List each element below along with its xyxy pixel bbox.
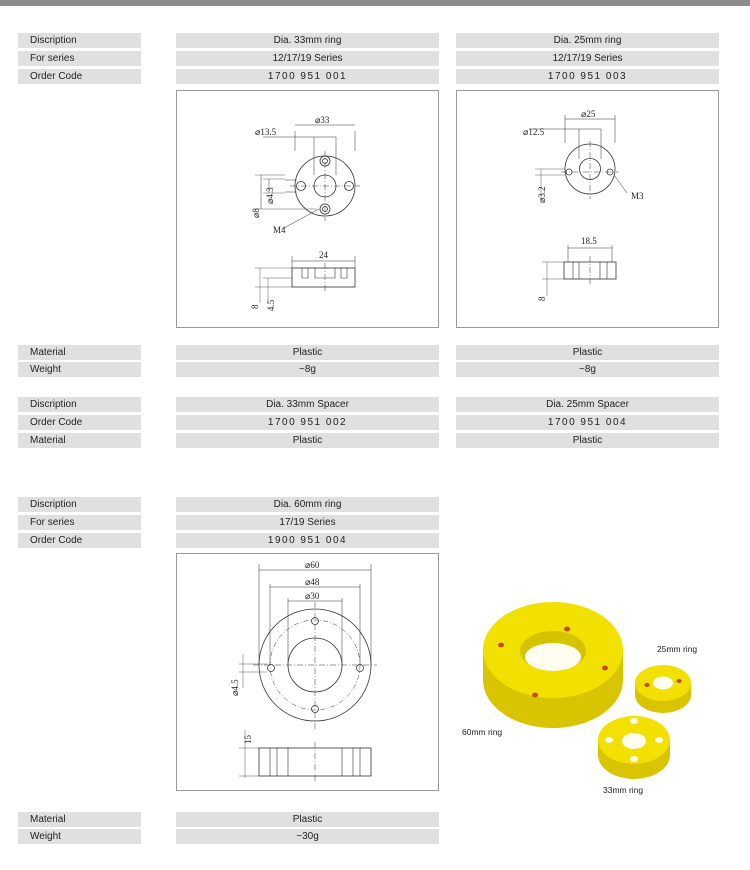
dim-hole-dia: ⌀12.5 <box>523 127 545 137</box>
dim-outer-dia: ⌀25 <box>581 109 596 119</box>
dim-pitch: ⌀8 <box>251 208 261 218</box>
value-material-25mm: Plastic <box>456 345 719 360</box>
value-description-60mm: Dia. 60mm ring <box>176 497 439 512</box>
dim-hole-dia: ⌀30 <box>305 591 320 601</box>
dim-thick-total: 8 <box>537 296 547 301</box>
value-series-33mm: 12/17/19 Series <box>176 51 439 66</box>
value-description-25mm: Dia. 25mm ring <box>456 33 719 48</box>
dim-thickness: 15 <box>243 735 253 744</box>
caption-33mm-ring: 33mm ring <box>603 785 644 795</box>
ring-33mm-image <box>598 716 670 779</box>
value-weight-25mm: ~8g <box>456 362 719 377</box>
label-description: Discription <box>18 33 141 48</box>
value-description-33mm-spacer: Dia. 33mm Spacer <box>176 397 439 412</box>
value-material-60mm: Plastic <box>176 812 439 827</box>
product-photo <box>455 555 720 805</box>
label-description: Discription <box>18 497 141 512</box>
label-description: Discription <box>18 397 141 412</box>
dim-inner: ⌀4.3 <box>265 187 275 204</box>
dim-outer-dia: ⌀60 <box>305 560 320 570</box>
label-order-code: Order Code <box>18 533 141 548</box>
drawing-60mm-ring <box>176 553 439 791</box>
label-material: Material <box>18 812 141 827</box>
ring-60mm-image <box>483 602 623 728</box>
value-order-code-60mm: 1900 951 004 <box>176 533 439 548</box>
value-order-code-33mm-spacer: 1700 951 002 <box>176 415 439 430</box>
dim-thread-m4: M4 <box>273 225 286 235</box>
value-series-60mm: 17/19 Series <box>176 515 439 530</box>
label-order-code: Order Code <box>18 69 141 84</box>
label-order-code: Order Code <box>18 415 141 430</box>
top-bar <box>0 0 750 6</box>
value-series-25mm: 12/17/19 Series <box>456 51 719 66</box>
dim-thick-step: 4.5 <box>266 299 276 311</box>
dim-thick-total: 8 <box>250 304 260 309</box>
value-material-33mm-spacer: Plastic <box>176 433 439 448</box>
value-material-25mm-spacer: Plastic <box>456 433 719 448</box>
dim-hole-dia: ⌀13.5 <box>255 127 277 137</box>
dim-width: 24 <box>319 250 328 260</box>
value-material-33mm: Plastic <box>176 345 439 360</box>
value-order-code-25mm-spacer: 1700 951 004 <box>456 415 719 430</box>
caption-60mm-ring: 60mm ring <box>462 727 503 737</box>
value-order-code-25mm: 1700 951 003 <box>456 69 719 84</box>
label-material: Material <box>18 433 141 448</box>
value-weight-33mm: ~8g <box>176 362 439 377</box>
label-weight: Weight <box>18 829 141 844</box>
value-description-25mm-spacer: Dia. 25mm Spacer <box>456 397 719 412</box>
drawing-25mm-ring <box>456 90 719 328</box>
dim-small-hole: ⌀4.5 <box>230 679 240 696</box>
value-weight-60mm: ~30g <box>176 829 439 844</box>
dim-width: 18.5 <box>581 236 597 246</box>
value-order-code-33mm: 1700 951 001 <box>176 69 439 84</box>
label-series: For series <box>18 515 141 530</box>
dim-inner: ⌀3.2 <box>537 186 547 203</box>
label-material: Material <box>18 345 141 360</box>
label-series: For series <box>18 51 141 66</box>
ring-25mm-image <box>635 665 691 713</box>
dim-outer-dia: ⌀33 <box>315 115 330 125</box>
label-weight: Weight <box>18 362 141 377</box>
value-description-33mm: Dia. 33mm ring <box>176 33 439 48</box>
drawing-33mm-ring <box>176 90 439 328</box>
dim-bolt-circle: ⌀48 <box>305 577 320 587</box>
dim-thread-m3: M3 <box>631 191 644 201</box>
caption-25mm-ring: 25mm ring <box>657 644 698 654</box>
